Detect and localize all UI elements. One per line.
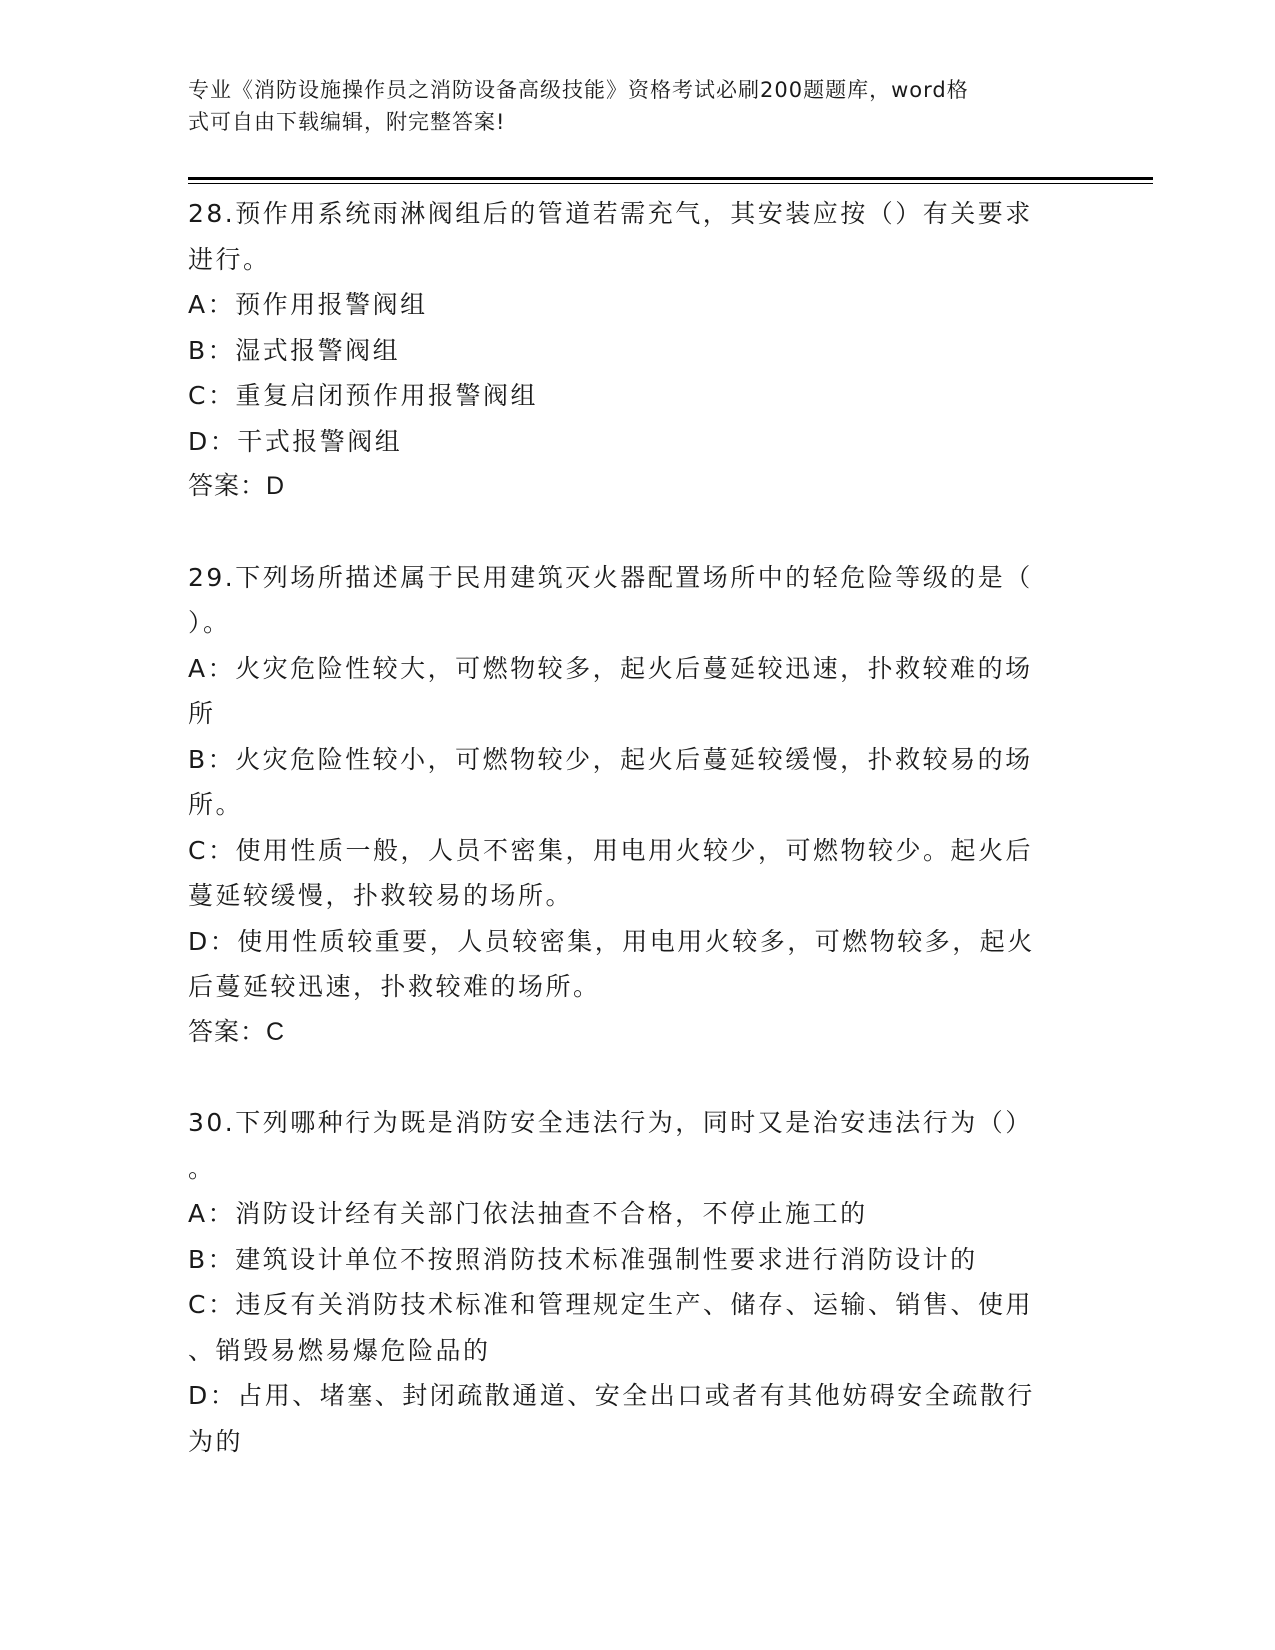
option-line: B：建筑设计单位不按照消防技术标准强制性要求进行消防设计的 bbox=[188, 1244, 978, 1274]
option-c bbox=[188, 1282, 1068, 1373]
option-line: A：火灾危险性较大，可燃物较多，起火后蔓延较迅速，扑救较难的场 bbox=[188, 653, 1033, 683]
question-spacer bbox=[188, 510, 1068, 555]
header-line-1: 专业《消防设施操作员之消防设备高级技能》资格考试必刷200题题库，word格 bbox=[188, 78, 969, 102]
option-b bbox=[188, 737, 1068, 828]
question-2 bbox=[188, 555, 1068, 1056]
header-rule-thick bbox=[188, 177, 1153, 180]
question-1 bbox=[188, 191, 1068, 510]
option-line: B：火灾危险性较小，可燃物较少，起火后蔓延较缓慢，扑救较易的场 bbox=[188, 744, 1033, 774]
option-line: C：使用性质一般，人员不密集，用电用火较少，可燃物较少。起火后 bbox=[188, 835, 1033, 865]
option-line: D：干式报警阀组 bbox=[188, 426, 403, 456]
option-line: A：预作用报警阀组 bbox=[188, 290, 428, 319]
option-d bbox=[188, 1373, 1068, 1464]
option-line: C：违反有关消防技术标准和管理规定生产、储存、运输、销售、使用 bbox=[188, 1290, 1033, 1319]
question-list bbox=[188, 191, 1068, 1464]
option-d bbox=[188, 419, 1068, 465]
header-line-2: 式可自由下载编辑，附完整答案! bbox=[188, 110, 506, 134]
option-line: 所 bbox=[188, 699, 216, 728]
option-line: A：消防设计经有关部门依法抽查不合格，不停止施工的 bbox=[188, 1199, 868, 1228]
header-rule-thin bbox=[188, 183, 1153, 184]
question-stem-line: 28.预作用系统雨淋阀组后的管道若需充气，其安装应按（）有关要求 bbox=[188, 199, 1033, 228]
option-line: D：占用、堵塞、封闭疏散通道、安全出口或者有其他妨碍安全疏散行 bbox=[188, 1381, 1035, 1410]
answer-line: 答案：C bbox=[188, 1017, 286, 1046]
option-b bbox=[188, 328, 1068, 374]
option-line: D：使用性质较重要，人员较密集，用电用火较多，可燃物较多，起火 bbox=[188, 926, 1035, 956]
option-c bbox=[188, 373, 1068, 419]
option-line: 为的 bbox=[188, 1426, 244, 1456]
option-line: C：重复启闭预作用报警阀组 bbox=[188, 381, 538, 410]
document-header bbox=[188, 74, 1068, 138]
question-stem-line: 30.下列哪种行为既是消防安全违法行为，同时又是治安违法行为（） bbox=[188, 1108, 1033, 1137]
option-line: 所。 bbox=[188, 790, 244, 819]
question-stem-line: 进行。 bbox=[188, 244, 271, 274]
question-stem-line: ）。 bbox=[188, 608, 231, 637]
option-line: 蔓延较缓慢，扑救较易的场所。 bbox=[188, 881, 574, 910]
option-a bbox=[188, 646, 1068, 737]
option-d bbox=[188, 919, 1068, 1010]
question-stem-line: 。 bbox=[188, 1153, 216, 1183]
option-line: 后蔓延较迅速，扑救较难的场所。 bbox=[188, 972, 601, 1001]
option-line: 、销毁易燃易爆危险品的 bbox=[188, 1335, 491, 1365]
question-stem-line: 29.下列场所描述属于民用建筑灭火器配置场所中的轻危险等级的是（ bbox=[188, 562, 1033, 592]
answer-line: 答案：D bbox=[188, 472, 286, 500]
question-spacer bbox=[188, 1055, 1068, 1100]
question-3 bbox=[188, 1100, 1068, 1464]
option-c bbox=[188, 828, 1068, 919]
option-a bbox=[188, 1191, 1068, 1237]
option-line: B：湿式报警阀组 bbox=[188, 335, 401, 365]
option-a bbox=[188, 282, 1068, 328]
option-b bbox=[188, 1237, 1068, 1283]
